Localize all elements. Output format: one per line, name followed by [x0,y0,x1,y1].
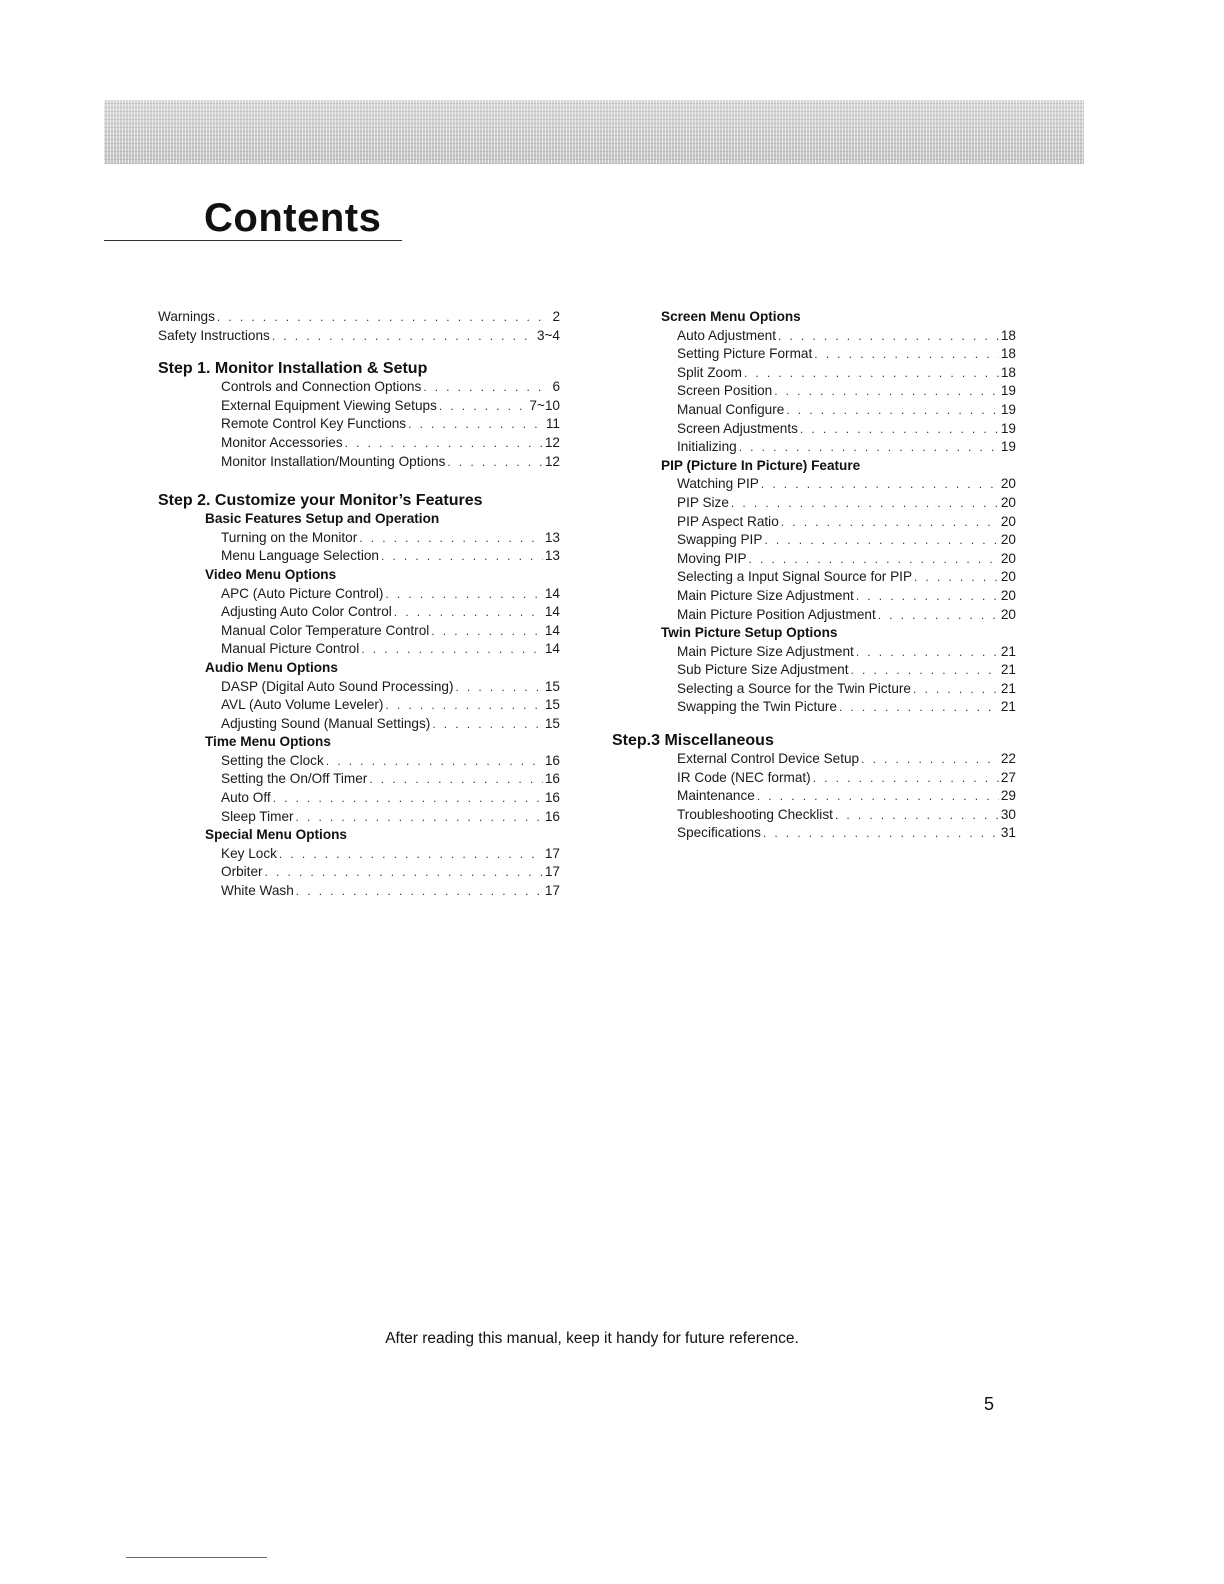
leader-dots [731,494,999,513]
leader-dots [835,806,999,825]
toc-entry[interactable] [158,453,560,472]
toc-entry-page: 20 [1000,587,1016,603]
toc-entry[interactable] [612,475,1016,494]
toc-entry[interactable] [158,845,560,864]
toc-entry-text: Setting the On/Off Timer [221,771,368,787]
leader-dots [279,845,543,864]
toc-entry-text: DASP (Digital Auto Sound Processing) [221,678,454,694]
toc-entry-text: Adjusting Sound (Manual Settings) [221,715,431,731]
leader-dots [385,585,542,604]
toc-entry[interactable] [612,750,1016,769]
toc-entry-page: 20 [1000,476,1016,492]
toc-entry-text: Turning on the Monitor [221,529,358,545]
toc-entry-page: 11 [545,416,560,432]
toc-right-column [612,308,1016,843]
section-heading: Audio Menu Options [205,659,338,675]
leader-dots [763,824,999,843]
leader-dots [423,378,550,397]
toc-entry[interactable] [158,789,560,808]
toc-entry-page: 17 [544,883,560,899]
toc-entry[interactable] [158,863,560,882]
toc-entry[interactable] [158,752,560,771]
leader-dots [359,529,543,548]
toc-entry[interactable] [612,643,1016,662]
toc-entry[interactable] [158,622,560,641]
section-heading: Time Menu Options [205,734,331,750]
leader-dots [839,698,999,717]
toc-entry-page: 17 [544,845,560,861]
toc-entry-text: Manual Picture Control [221,641,360,657]
leader-dots [296,808,543,827]
leader-dots [381,547,543,566]
leader-dots [757,787,999,806]
toc-entry[interactable] [612,327,1016,346]
toc-entry-page: 18 [1000,346,1016,362]
header-pattern-band [104,100,1084,164]
leader-dots [744,364,999,383]
toc-entry[interactable] [612,787,1016,806]
toc-entry-page: 21 [1000,662,1016,678]
step3-heading: Step.3 Miscellaneous [612,732,774,750]
toc-entry-page: 19 [1000,383,1016,399]
step1-heading: Step 1. Monitor Installation & Setup [158,360,428,378]
toc-entry[interactable] [612,401,1016,420]
leader-dots [814,345,999,364]
toc-entry-page: 21 [1000,643,1016,659]
toc-entry[interactable] [158,770,560,789]
toc-entry-page: 30 [1000,806,1016,822]
toc-entry-text: Auto Off [221,790,271,806]
section-heading: Special Menu Options [205,827,347,843]
toc-entry-page: 13 [544,548,560,564]
toc-entry-page: 27 [1000,769,1016,785]
toc-entry-text: Auto Adjustment [677,327,776,343]
toc-entry-text: Main Picture Size Adjustment [677,643,854,659]
title-underline [104,240,402,241]
toc-entry-page: 14 [544,604,560,620]
toc-entry-text: Selecting a Source for the Twin Picture [677,680,911,696]
toc-entry[interactable] [612,769,1016,788]
toc-entry-page: 7~10 [529,397,560,413]
toc-entry-text: Safety Instructions [158,327,270,343]
toc-entry-page: 21 [1000,699,1016,715]
toc-entry-text: Initializing [677,439,737,455]
toc-entry-page: 19 [1000,401,1016,417]
toc-entry-page: 20 [1000,550,1016,566]
bottom-divider [126,1557,267,1558]
toc-entry-text: APC (Auto Picture Control) [221,585,384,601]
toc-entry-text: Manual Color Temperature Control [221,622,430,638]
toc-entry[interactable] [158,715,560,734]
leader-dots [851,661,999,680]
toc-entry-text: Selecting a Input Signal Source for PIP [677,569,913,585]
leader-dots [394,603,543,622]
page-number: 5 [984,1394,995,1414]
toc-entry-text: Setting Picture Format [677,346,813,362]
toc-entry-page: 18 [1000,364,1016,380]
toc-entry-page: 15 [544,697,560,713]
toc-entry-text: PIP Size [677,494,729,510]
toc-entry-page: 20 [1000,606,1016,622]
toc-entry-text: Main Picture Size Adjustment [677,587,854,603]
toc-entry[interactable] [612,606,1016,625]
toc-entry-text: White Wash [221,883,294,899]
leader-dots [369,770,543,789]
leader-dots [786,401,999,420]
section-heading: Video Menu Options [205,566,337,582]
section-heading: PIP (Picture In Picture) Feature [661,457,861,473]
toc-entry-text: AVL (Auto Volume Leveler) [221,697,384,713]
toc-entry-page: 14 [544,641,560,657]
section-heading: Screen Menu Options [661,309,801,324]
toc-entry[interactable] [612,824,1016,843]
toc-entry-page: 20 [1000,532,1016,548]
toc-entry[interactable] [158,678,560,697]
toc-entry-page: 19 [1000,420,1016,436]
toc-entry[interactable] [158,547,560,566]
leader-dots [439,397,528,416]
toc-entry-text: Specifications [677,825,761,841]
toc-entry[interactable] [612,661,1016,680]
toc-entry-text: Troubleshooting Checklist [677,806,833,822]
toc-entry-page: 14 [544,622,560,638]
toc-entry-text: Screen Adjustments [677,420,798,436]
toc-entry-page: 6 [552,379,560,395]
toc-entry[interactable] [158,415,560,434]
toc-entry-page: 20 [1000,569,1016,585]
toc-entry[interactable] [612,420,1016,439]
toc-entry[interactable] [612,568,1016,587]
toc-entry-text: Screen Position [677,383,773,399]
toc-entry-text: Maintenance [677,788,755,804]
toc-entry-text: External Control Device Setup [677,751,860,767]
toc-entry-page: 19 [1000,439,1016,455]
leader-dots [764,531,998,550]
toc-entry[interactable] [158,808,560,827]
leader-dots [273,789,543,808]
toc-entry-text: PIP Aspect Ratio [677,513,779,529]
toc-entry[interactable] [612,345,1016,364]
leader-dots [296,882,543,901]
toc-entry-text: Split Zoom [677,364,742,380]
toc-entry[interactable] [612,698,1016,717]
toc-entry[interactable] [158,882,560,901]
toc-entry-page: 31 [1000,825,1016,841]
toc-entry-text: Key Lock [221,845,277,861]
toc-entry[interactable] [158,696,560,715]
toc-entry-text: Orbiter [221,864,263,880]
toc-entry-text: Sub Picture Size Adjustment [677,662,849,678]
leader-dots [345,434,543,453]
toc-entry-text: Monitor Accessories [221,434,343,450]
toc-entry[interactable] [158,585,560,604]
leader-dots [455,678,542,697]
toc-entry[interactable] [612,513,1016,532]
toc-entry-text: Moving PIP [677,550,747,566]
toc-entry[interactable] [158,327,560,346]
leader-dots [432,715,543,734]
toc-entry-page: 16 [544,771,560,787]
toc-entry-page: 16 [544,752,560,768]
section-heading: Basic Features Setup and Operation [205,511,440,527]
toc-entry[interactable] [158,434,560,453]
toc-entry[interactable] [612,680,1016,699]
leader-dots [431,622,543,641]
toc-entry-text: Setting the Clock [221,752,324,768]
toc-entry-page: 17 [544,864,560,880]
leader-dots [813,769,999,788]
leader-dots [856,587,999,606]
leader-dots [913,680,999,699]
footer-note: After reading this manual, keep it handy for future reference. [385,1330,799,1347]
step1-entries [158,378,560,471]
toc-entry-text: External Equipment Viewing Setups [221,397,437,413]
leader-dots [774,382,999,401]
toc-entry[interactable] [612,494,1016,513]
leader-dots [739,438,999,457]
leader-dots [385,696,542,715]
toc-entry-text: Sleep Timer [221,808,294,824]
toc-entry-page: 16 [544,808,560,824]
leader-dots [272,327,535,346]
leader-dots [800,420,999,439]
toc-entry-page: 15 [544,715,560,731]
step2-heading: Step 2. Customize your Monitor’s Features [158,492,483,510]
toc-entry[interactable] [612,531,1016,550]
toc-top-entries [158,308,560,345]
toc-entry-text: Main Picture Position Adjustment [677,606,876,622]
toc-entry-page: 20 [1000,513,1016,529]
leader-dots [217,308,551,327]
toc-entry[interactable] [612,438,1016,457]
toc-entry[interactable] [612,550,1016,569]
leader-dots [856,643,999,662]
toc-entry-text: Remote Control Key Functions [221,416,407,432]
leader-dots [447,453,542,472]
toc-entry-page: 20 [1000,494,1016,510]
leader-dots [749,550,999,569]
toc-entry-text: Adjusting Auto Color Control [221,604,392,620]
toc-entry-page: 22 [1000,751,1016,767]
toc-entry[interactable] [612,364,1016,383]
toc-entry-text: Swapping the Twin Picture [677,699,837,715]
toc-entry-page: 18 [1000,327,1016,343]
toc-entry-page: 16 [544,790,560,806]
leader-dots [408,415,544,434]
toc-entry-text: Controls and Connection Options [221,379,422,395]
toc-entry-page: 13 [544,529,560,545]
toc-entry[interactable] [158,397,560,416]
toc-entry-text: Manual Configure [677,401,785,417]
leader-dots [878,606,999,625]
toc-entry-page: 15 [544,678,560,694]
toc-entry-page: 12 [544,453,560,469]
toc-entry-page: 21 [1000,680,1016,696]
toc-left-column [158,308,560,901]
toc-entry-text: Watching PIP [677,476,759,492]
leader-dots [781,513,999,532]
leader-dots [778,327,999,346]
toc-entry[interactable] [612,382,1016,401]
toc-entry-text: IR Code (NEC format) [677,769,811,785]
leader-dots [861,750,999,769]
toc-entry-text: Menu Language Selection [221,548,379,564]
page-title: Contents [204,196,382,240]
toc-entry-page: 12 [544,434,560,450]
toc-entry-text: Swapping PIP [677,532,763,548]
toc-entry[interactable] [158,529,560,548]
toc-entry-text: Warnings [158,309,215,324]
leader-dots [265,863,543,882]
toc-entry[interactable] [158,378,560,397]
leader-dots [914,568,999,587]
toc-entry[interactable] [158,603,560,622]
toc-entry-page: 14 [544,585,560,601]
leader-dots [361,640,543,659]
toc-entry-page: 3~4 [536,327,560,343]
toc-entry[interactable] [158,640,560,659]
section-heading: Twin Picture Setup Options [661,625,838,641]
toc-entry[interactable] [612,806,1016,825]
leader-dots [326,752,543,771]
toc-entry-page: 29 [1000,788,1016,804]
leader-dots [761,475,999,494]
toc-entry[interactable] [158,308,560,327]
toc-entry-text: Monitor Installation/Mounting Options [221,453,446,469]
toc-entry-page: 2 [552,309,560,324]
toc-entry[interactable] [612,587,1016,606]
